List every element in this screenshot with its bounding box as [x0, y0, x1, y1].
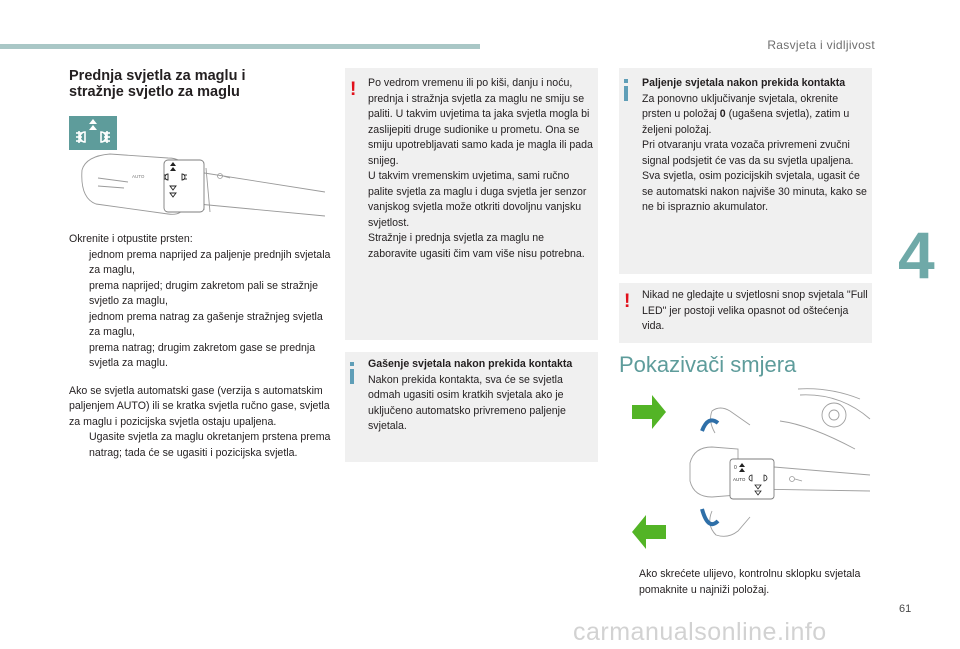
section-title: Prednja svjetla za maglu i stražnje svjetlo za maglu	[69, 68, 246, 100]
info-lights-on-text: Paljenje svjetala nakon prekida kontakta Za ponovno uključivanje svjetala, okrenite prsten u položaj 0 (ugašena svjetla), zatim u željeni položaj. Pri otvaranju vrata vozača privremeni zvučni signal podsjetit će vas da su svjetla upaljena. Sva svjetla, osim pozicijskih svjetala, ugasit će se automatski nakon najviše 30 minuta, kako se ne bi ispraznio akumulator.	[642, 77, 867, 213]
header-bar	[0, 44, 480, 49]
zero-label: 0	[734, 465, 737, 471]
auto-label: AUTO	[733, 477, 746, 482]
fog-auto-paragraph: Ako se svjetla automatski gase (verzija s automatskim paljenjem AUTO) ili se kratka svjetla ručno gase, svjetla za maglu i pozicijska svjetla ostaju upaljena.	[69, 384, 330, 428]
chapter-title: Rasvjeta i vidljivost	[767, 38, 875, 52]
page-number: 61	[899, 603, 912, 615]
turn-up-indicator	[702, 420, 718, 431]
fog-stalk-illustration	[80, 148, 325, 234]
warning-icon: !	[624, 291, 631, 312]
auto-label: AUTO	[132, 174, 145, 179]
arrow-right-icon	[632, 395, 666, 429]
warning-icon: !	[350, 79, 357, 100]
list-item: jednom prema natrag za gašenje stražnjeg svjetla za maglu,	[89, 310, 323, 338]
indicators-instructions	[619, 567, 879, 598]
chapter-number: 4	[898, 218, 935, 292]
indicator-stalk-illustration	[620, 385, 880, 560]
list-item: jednom prema naprijed za paljenje prednjih svjetala za maglu,	[89, 248, 331, 276]
info-icon	[350, 369, 354, 384]
warning-weather-text: Po vedrom vremenu ili po kiši, danju i noću, prednja i stražnja svjetla za maglu ne smiju se paliti. U takvim uvjetima ta jaka svjetla mogla bi zaslijepiti druge sudionike u prometu. Ona se smiju upotrebljavati samo kada je magla ili pada snijeg. U takvim vremenskim uvjetima, sami ručno palite svjetla za maglu i duga svjetla jer senzor vanjskog svjetla može otkriti dovoljnu vanjsku svjetlost. Stražnje i prednja svjetla za maglu ne zaboravite ugasiti čim vam više nisu potrebna.	[368, 77, 593, 260]
list-item: Ako skrećete ulijevo, kontrolnu sklopku svjetala pomaknite u najniži položaj.	[639, 568, 861, 596]
fog-section-header	[69, 68, 325, 150]
section-title-indicators: Pokazivači smjera	[619, 352, 797, 377]
watermark: carmanualsonline.info	[573, 618, 827, 646]
info-lights-off-text: Gašenje svjetala nakon prekida kontakta Nakon prekida kontakta, sva će se svjetla odmah ugasiti osim kratkih svjetala ako je uključeno automatsko privremeno paljenje svjetala.	[368, 358, 573, 432]
warning-led-text: Nikad ne gledajte u svjetlosni snop svjetala "Full LED" jer postoji velika opasnot od oštećenja vida.	[642, 289, 868, 332]
list-item: prema naprijed; drugim zakretom pali se stražnje svjetlo za maglu,	[89, 279, 319, 307]
list-item: Ugasite svjetla za maglu okretanjem prstena prema natrag; tada će se ugasiti i pozicijska svjetla.	[89, 431, 331, 459]
fog-intro: Okrenite i otpustite prsten:	[69, 233, 193, 245]
info-icon	[624, 86, 628, 101]
fog-list	[69, 248, 331, 372]
fog-instructions	[69, 232, 331, 461]
fog-light-icon	[69, 116, 117, 150]
list-item: prema natrag; drugim zakretom gase se prednja svjetla za maglu.	[89, 341, 316, 369]
arrow-left-icon	[632, 515, 666, 549]
